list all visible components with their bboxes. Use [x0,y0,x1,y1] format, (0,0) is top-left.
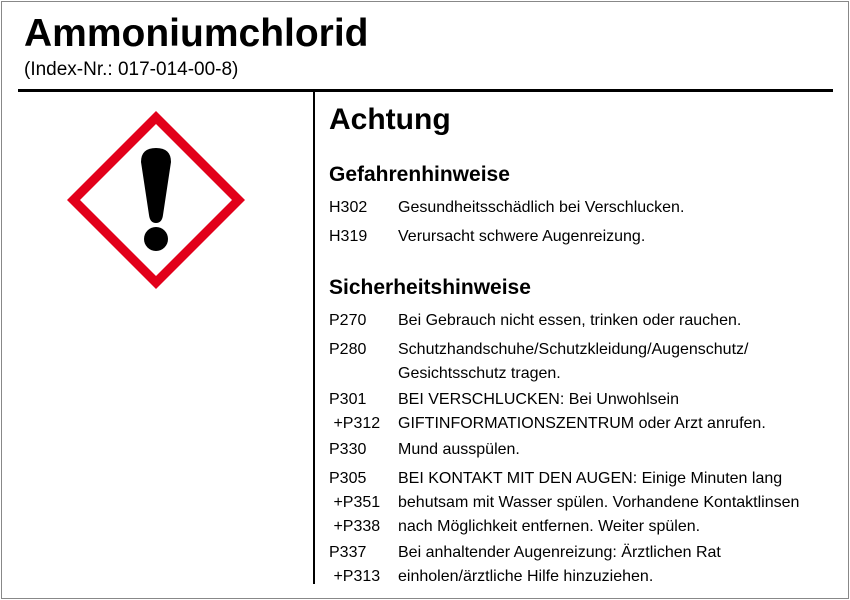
statement-line: GIFTINFORMATIONSZENTRUM oder Arzt anrufen. [398,415,766,432]
statement-code: H302 [329,199,368,216]
statement-text [398,388,838,436]
statement-line: Bei anhaltender Augenreizung: Ärztlichen Rat [398,544,721,561]
statement-line: Gesundheitsschädlich bei Verschlucken. [398,199,685,216]
statement-line: nach Möglichkeit entfernen. Weiter spülen. [398,518,701,535]
statement-codes [329,467,395,539]
statement-code: H319 [329,228,368,245]
statement-line: Schutzhandschuhe/Schutzkleidung/Augenschutz/ [398,341,749,358]
hazard-statements-heading: Gefahrenhinweise [329,163,510,186]
statement-code: P270 [329,312,367,329]
statement-code: P301 [329,391,367,408]
statement-text [398,196,838,220]
statement-codes [329,388,395,436]
statement-codes [329,338,395,362]
statement-line: einholen/ärztliche Hilfe hinzuziehen. [398,568,654,585]
statement-text [398,309,838,333]
statement-text [398,225,838,249]
index-number: (Index-Nr.: 017-014-00-8) [24,59,239,80]
statement-line: BEI VERSCHLUCKEN: Bei Unwohlsein [398,391,679,408]
signal-word: Achtung [329,103,451,136]
statement-codes [329,225,395,249]
statement-text [398,541,838,589]
header-divider [18,89,833,92]
statement-codes [329,541,395,589]
statement-codes [329,438,395,462]
statement-text [398,467,838,539]
statement-text [398,338,838,386]
substance-name: Ammoniumchlorid [24,12,369,55]
statement-line: behutsam mit Wasser spülen. Vorhandene Kontaktlinsen [398,494,800,511]
statement-code: +P313 [329,568,381,585]
statement-text [398,438,838,462]
statement-code: P305 [329,470,367,487]
statement-line: Bei Gebrauch nicht essen, trinken oder rauchen. [398,312,742,329]
statement-code: P337 [329,544,367,561]
statement-code: +P338 [329,518,381,535]
statement-line: BEI KONTAKT MIT DEN AUGEN: Einige Minuten lang [398,470,783,487]
statement-line: Verursacht schwere Augenreizung. [398,228,646,245]
column-divider [313,91,315,584]
exclamation-mark-icon [63,107,249,293]
statement-codes [329,309,395,333]
statement-code: P280 [329,341,367,358]
statement-code: +P351 [329,494,381,511]
statement-line: Gesichtsschutz tragen. [398,365,561,382]
statement-line: Mund ausspülen. [398,441,520,458]
statement-codes [329,196,395,220]
precautionary-statements-heading: Sicherheitshinweise [329,276,531,299]
statement-code: +P312 [329,415,381,432]
statement-code: P330 [329,441,367,458]
